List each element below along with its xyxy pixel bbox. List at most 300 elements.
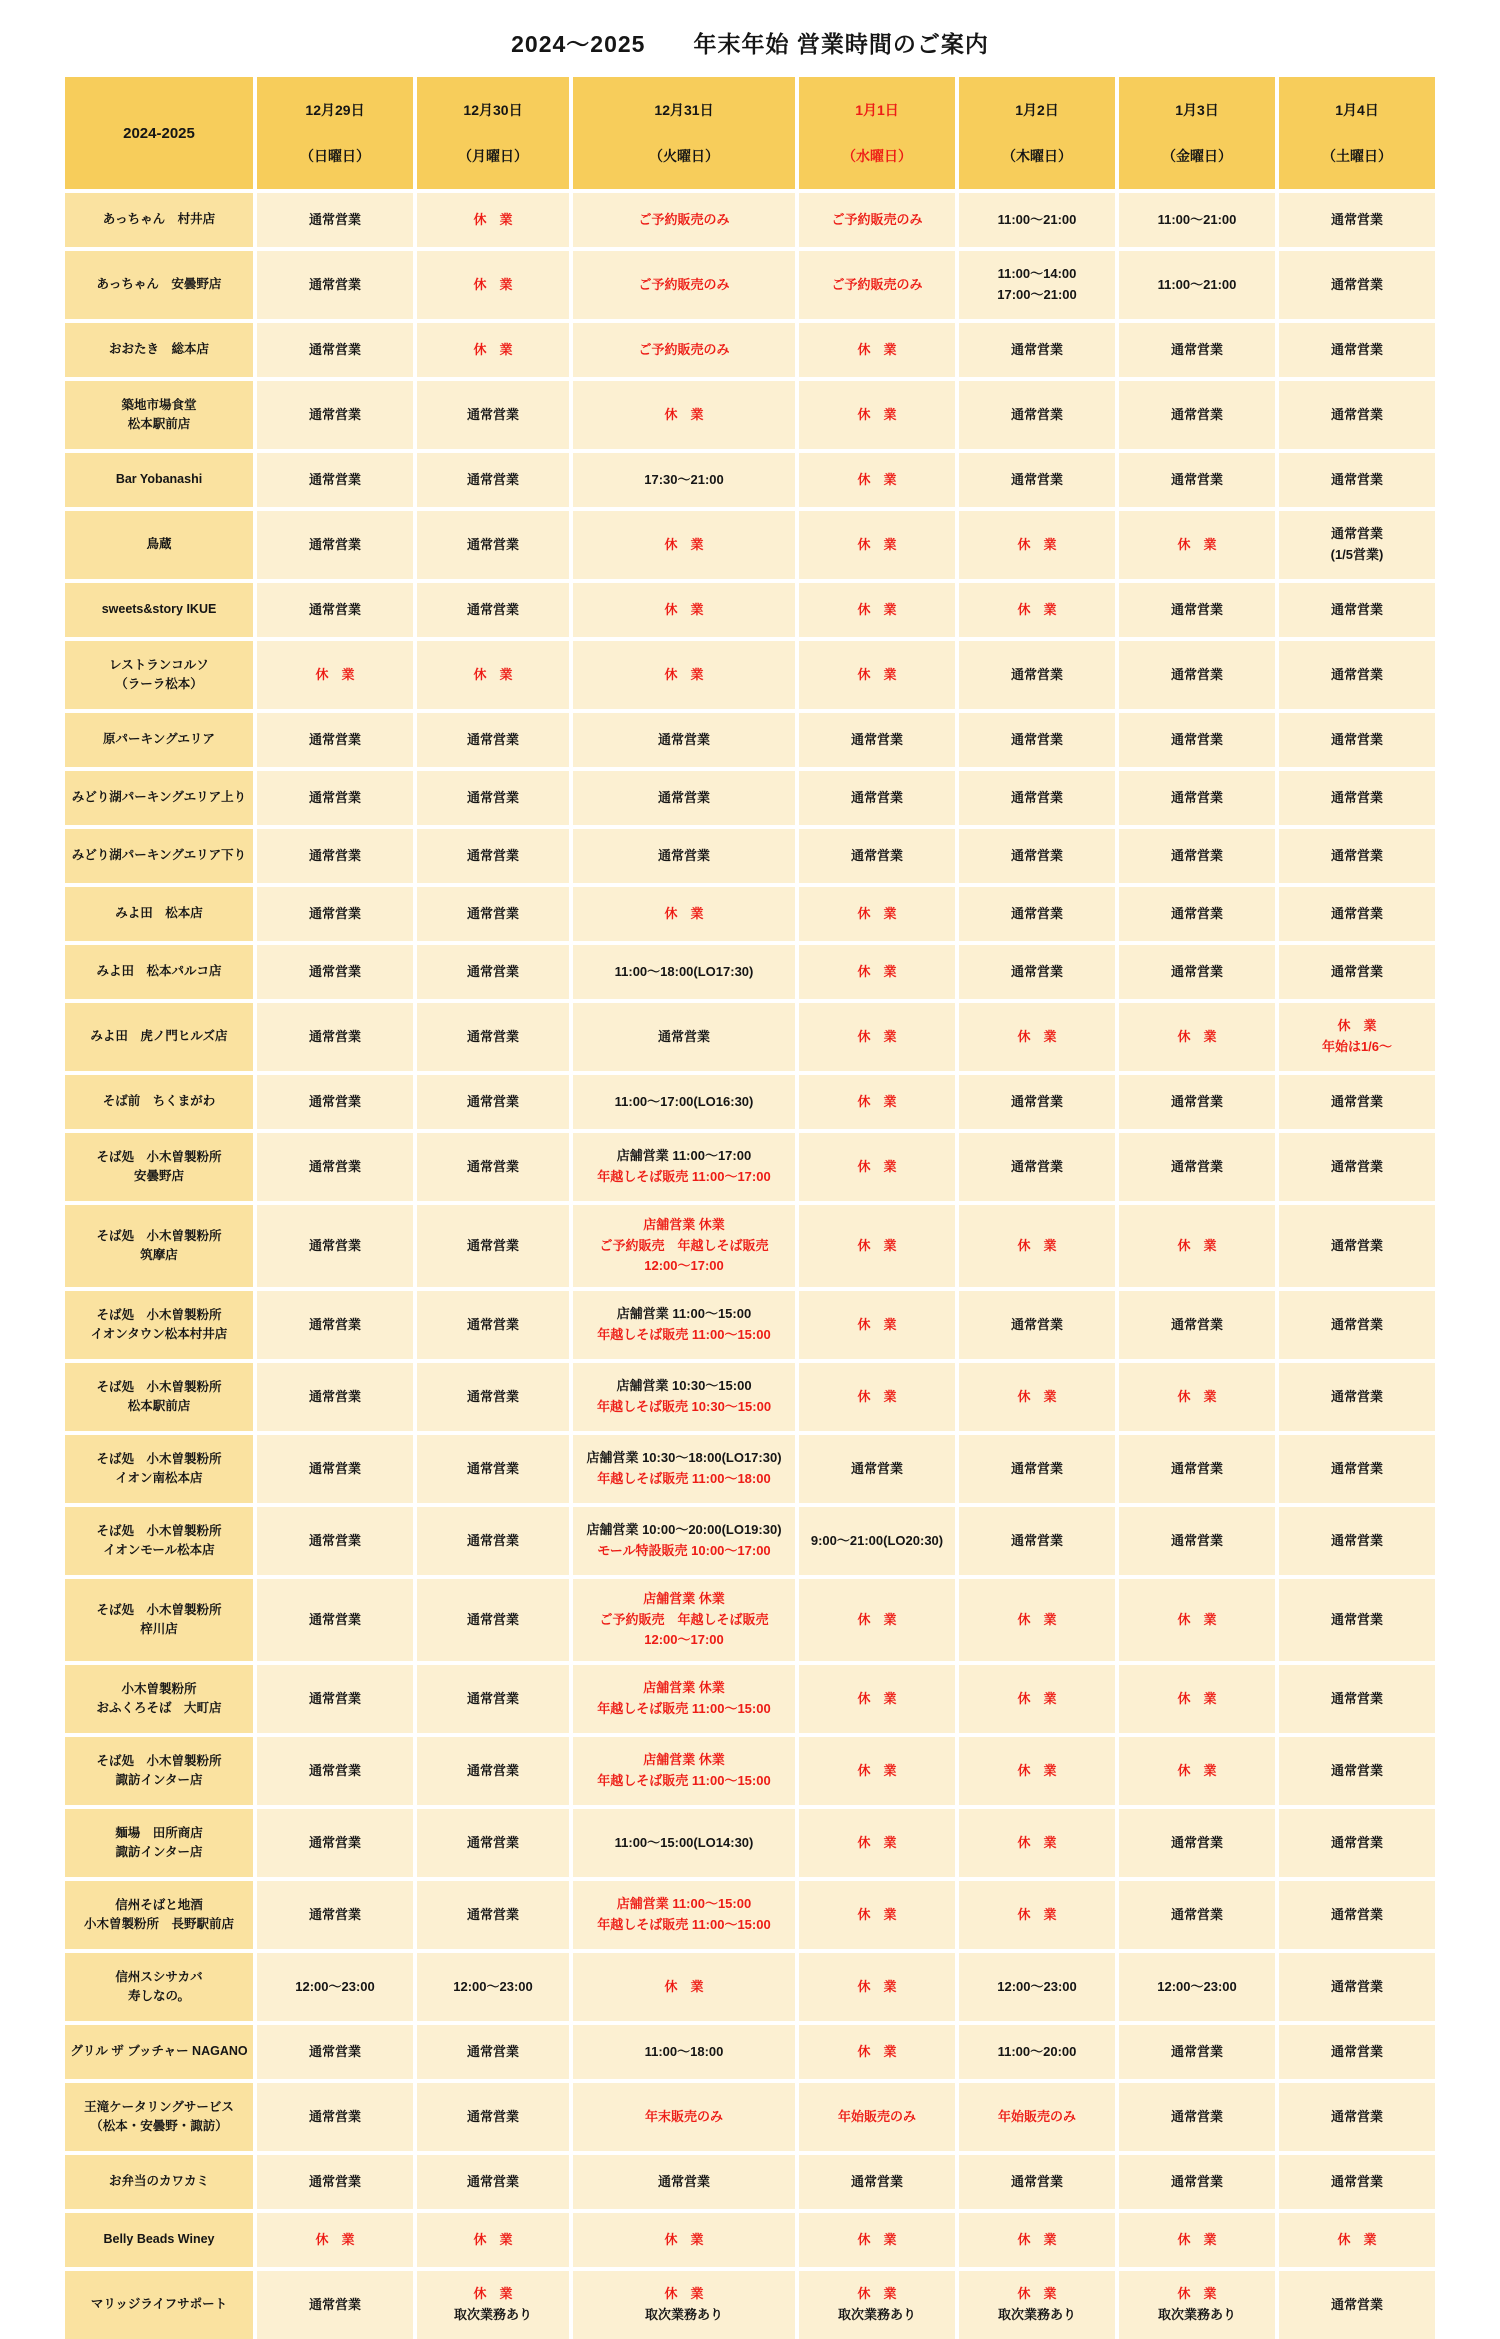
schedule-line: 休 業 [857,2286,897,2302]
schedule-cell [1279,251,1435,319]
store-name-line: そば前 ちくまがわ [102,1094,216,1109]
schedule-cell [1279,641,1435,709]
date-label: 1月4日 [1335,102,1379,118]
store-name-line: 信州スシサカバ [115,1969,203,1984]
store-name-line: 王滝ケータリングサービス [84,2099,234,2114]
schedule-line: 通常営業 [1330,963,1383,979]
date-label: 1月1日 [855,102,899,118]
schedule-cell [959,583,1115,637]
schedule-line: 休 業 [1177,1237,1217,1253]
store-name-line: 小木曽製粉所 長野駅前店 [83,1917,234,1931]
store-name-cell [65,1809,253,1877]
schedule-cell [573,945,795,999]
schedule-cell [417,2271,569,2339]
schedule-line: 通常営業 [1010,406,1063,422]
schedule-cell [959,1737,1115,1805]
schedule-line: 通常営業 [308,1460,361,1476]
schedule-line: 通常営業 [1330,406,1383,422]
schedule-cell [959,1507,1115,1575]
schedule-cell [257,1003,413,1071]
store-name-line: sweets&story IKUE [101,602,217,617]
schedule-line: 休 業 [315,666,355,682]
store-name-line: 松本駅前店 [127,1399,191,1413]
schedule-line: 通常営業 [1170,2108,1223,2124]
schedule-cell [417,1579,569,1661]
schedule-line: 通常営業 [466,1690,519,1706]
schedule-cell [799,829,955,883]
schedule-line: 通常営業 [1330,211,1383,227]
store-name-line: （松本・安曇野・諏訪） [90,2119,228,2133]
schedule-cell [799,2271,955,2339]
schedule-cell [573,2025,795,2079]
schedule-cell [257,713,413,767]
schedule-line: 休 業 [857,341,897,357]
schedule-cell [573,1953,795,2021]
schedule-cell [1279,583,1435,637]
schedule-cell [799,641,955,709]
schedule-line: 通常営業 [1330,731,1383,747]
schedule-line: 通常営業 [1330,1690,1383,1706]
store-name-line: 安曇野店 [133,1169,184,1183]
schedule-line: 通常営業 [850,847,903,863]
schedule-line: 通常営業 [466,1834,519,1850]
schedule-cell [959,1579,1115,1661]
store-name-cell [65,323,253,377]
schedule-cell [257,945,413,999]
schedule-cell [959,2155,1115,2209]
schedule-line: 通常営業 [308,2108,361,2124]
schedule-line: 通常営業 [1170,731,1223,747]
schedule-cell [1119,1075,1275,1129]
schedule-cell [959,2083,1115,2151]
schedule-line: 通常営業 [1330,847,1383,863]
schedule-line: 休 業 [1177,1388,1217,1404]
schedule-line: 通常営業 [1170,847,1223,863]
schedule-line: 通常営業 [1330,2108,1383,2124]
schedule-line: 通常営業 [308,1690,361,1706]
schedule-line: 通常営業 [466,905,519,921]
store-name-cell [65,2271,253,2339]
schedule-cell [573,2083,795,2151]
schedule-line: 11:00～21:00 [997,211,1077,227]
schedule-cell [799,193,955,247]
schedule-line: 通常営業 [1330,471,1383,487]
schedule-cell [1279,1435,1435,1503]
schedule-line: 通常営業 [308,1906,361,1922]
store-name-line: Bar Yobanashi [115,472,203,487]
store-name-line: そば処 小木曽製粉所 [96,1379,222,1394]
schedule-cell [1279,771,1435,825]
schedule-cell [257,641,413,709]
schedule-line: 通常営業 [308,276,361,292]
schedule-line: 通常営業 [308,1762,361,1778]
schedule-cell [959,1881,1115,1949]
schedule-cell [573,2213,795,2267]
store-name-cell [65,1579,253,1661]
schedule-line: 通常営業 [466,1611,519,1627]
schedule-line: 通常営業 [308,847,361,863]
schedule-cell [959,1435,1115,1503]
schedule-line: 通常営業 [1330,1316,1383,1332]
schedule-cell [573,1363,795,1431]
weekday-label: （月曜日） [458,148,528,164]
schedule-line: 休 業 [664,601,704,617]
schedule-cell [1119,453,1275,507]
schedule-cell [573,1291,795,1359]
schedule-line: 通常営業 [1330,2173,1383,2189]
store-name-line: イオンモール松本店 [103,1543,215,1557]
schedule-line: 通常営業 [308,905,361,921]
schedule-cell [417,945,569,999]
schedule-cell [799,2025,955,2079]
schedule-line: ご予約販売 年越しそば販売 [599,1611,769,1627]
store-name-line: 信州そばと地酒 [115,1897,203,1912]
schedule-line: 店舗営業 休業 [643,1590,725,1606]
weekday-label: （火曜日） [649,148,719,164]
schedule-line: 通常営業 [308,1316,361,1332]
schedule-cell [1279,1809,1435,1877]
store-name-line: あっちゃん 安曇野店 [96,277,222,292]
schedule-line: 休 業 [1177,1028,1217,1044]
schedule-cell [257,1291,413,1359]
schedule-line: 通常営業 [308,2173,361,2189]
schedule-cell [959,1133,1115,1201]
schedule-cell [1119,1665,1275,1733]
schedule-cell [1279,1133,1435,1201]
schedule-cell [257,453,413,507]
schedule-line: 休 業 [1177,1611,1217,1627]
schedule-cell [1119,1809,1275,1877]
schedule-cell [1119,2083,1275,2151]
schedule-cell [959,511,1115,579]
schedule-cell [799,1579,955,1661]
schedule-line: 通常営業 [466,1028,519,1044]
schedule-line: 年越しそば販売 11:00～15:00 [597,1917,771,1932]
schedule-cell [417,453,569,507]
schedule-cell [959,945,1115,999]
schedule-cell [1279,2025,1435,2079]
store-name-cell [65,829,253,883]
schedule-line: 店舗営業 10:30～15:00 [616,1378,752,1394]
schedule-cell [1279,1003,1435,1071]
schedule-line: 通常営業 [657,731,710,747]
schedule-line: 年越しそば販売 11:00～17:00 [597,1169,771,1184]
schedule-cell [257,1075,413,1129]
schedule-line: 休 業 [857,1158,897,1174]
schedule-cell [799,1205,955,1287]
schedule-cell [257,1881,413,1949]
date-label: 12月30日 [463,102,523,118]
store-name-line: グリル ザ ブッチャー NAGANO [70,2044,248,2059]
schedule-cell [573,829,795,883]
schedule-line: 年始は1/6～ [1321,1039,1393,1054]
schedule-cell [799,713,955,767]
schedule-line: 年末販売のみ [644,2108,723,2124]
schedule-cell [417,2083,569,2151]
store-name-cell [65,1665,253,1733]
schedule-line: 通常営業 [308,1388,361,1404]
schedule-cell [1279,1579,1435,1661]
schedule-line: 休 業 [664,905,704,921]
schedule-cell [1279,2083,1435,2151]
store-name-cell [65,1737,253,1805]
schedule-cell [573,713,795,767]
schedule-cell [1119,511,1275,579]
schedule-cell [257,829,413,883]
schedule-line: 通常営業 [466,1532,519,1548]
schedule-cell [799,1075,955,1129]
schedule-line: 休 業 [473,211,513,227]
schedule-line: 通常営業 [308,536,361,552]
schedule-cell [573,323,795,377]
schedule-cell [257,2271,413,2339]
schedule-cell [417,771,569,825]
schedule-line: 通常営業 [308,1834,361,1850]
schedule-cell [799,323,955,377]
store-name-line: お弁当のカワカミ [108,2174,209,2189]
schedule-cell [959,1809,1115,1877]
schedule-cell [573,1507,795,1575]
store-name-cell [65,1435,253,1503]
schedule-cell [1279,1075,1435,1129]
schedule-line: 通常営業 [1170,789,1223,805]
schedule-cell [959,713,1115,767]
schedule-cell [1119,1003,1275,1071]
schedule-line: 通常営業 [1170,963,1223,979]
schedule-line: 11:00～14:00 [997,266,1077,282]
schedule-line: 通常営業 [308,1093,361,1109]
schedule-line: 通常営業 [1330,1611,1383,1627]
store-name-cell [65,641,253,709]
schedule-line: 通常営業 [1170,1906,1223,1922]
store-name-line: みよ田 松本パルコ店 [96,964,222,979]
schedule-line: 通常営業 [1330,1762,1383,1778]
schedule-cell [257,1507,413,1575]
schedule-cell [799,1737,955,1805]
schedule-cell [799,1435,955,1503]
schedule-cell [257,2083,413,2151]
schedule-line: 通常営業 [308,341,361,357]
schedule-line: ご予約販売のみ [831,211,923,227]
schedule-cell [417,323,569,377]
schedule-cell [417,1953,569,2021]
schedule-cell [573,251,795,319]
schedule-line: ご予約販売 年越しそば販売 [599,1237,769,1253]
schedule-line: 通常営業 [308,471,361,487]
schedule-line: 通常営業 [850,2173,903,2189]
date-label: 1月3日 [1175,102,1219,118]
store-name-line: おおたき 総本店 [108,342,209,357]
schedule-line: 通常営業 [466,1906,519,1922]
schedule-cell [417,713,569,767]
schedule-line: 店舗営業 休業 [643,1680,725,1696]
store-name-line: 小木曽製粉所 [121,1681,197,1696]
store-name-line: そば処 小木曽製粉所 [96,1451,222,1466]
schedule-cell [257,2213,413,2267]
schedule-line: 店舗営業 11:00～15:00 [616,1896,752,1912]
store-name-cell [65,1953,253,2021]
schedule-line: 通常営業 [466,1093,519,1109]
schedule-line: 休 業 [857,1611,897,1627]
schedule-cell [1119,1435,1275,1503]
weekday-label: （金曜日） [1162,148,1232,164]
schedule-line: 通常営業 [1330,276,1383,292]
schedule-line: 通常営業 [1170,341,1223,357]
schedule-line: 休 業 [1017,1906,1057,1922]
schedule-line: 休 業 [1017,2231,1057,2247]
schedule-line: 通常営業 [308,731,361,747]
schedule-cell [1119,1953,1275,2021]
schedule-line: 通常営業 [466,601,519,617]
schedule-line: 年越しそば販売 11:00～15:00 [597,1773,771,1788]
schedule-cell [959,251,1115,319]
schedule-line: 通常営業 [1330,1978,1383,1994]
schedule-line: 休 業 [473,2286,513,2302]
schedule-line: 休 業 [857,666,897,682]
schedule-cell [1279,1205,1435,1287]
store-name-line: イオンタウン松本村井店 [90,1327,228,1341]
schedule-line: 9:00～21:00(LO20:30) [810,1532,944,1548]
schedule-line: 休 業 [1017,2286,1057,2302]
schedule-line: 通常営業 [1170,1093,1223,1109]
schedule-cell [1279,511,1435,579]
schedule-line: 通常営業 [466,1237,519,1253]
schedule-line: 取次業務あり [837,2307,916,2322]
schedule-line: 休 業 [857,1690,897,1706]
schedule-line: 通常営業 [1170,666,1223,682]
schedule-cell [573,1435,795,1503]
schedule-cell [959,2025,1115,2079]
schedule-line: 通常営業 [308,211,361,227]
weekday-label: （水曜日） [842,148,912,164]
schedule-line: 年越しそば販売 11:00～18:00 [597,1471,771,1486]
schedule-cell [959,2271,1115,2339]
store-name-cell [65,945,253,999]
store-name-line: そば処 小木曽製粉所 [96,1753,222,1768]
schedule-cell [573,1133,795,1201]
schedule-cell [959,1205,1115,1287]
schedule-line: 通常営業 [308,1158,361,1174]
schedule-cell [417,511,569,579]
date-label: 12月31日 [654,102,714,118]
date-label: 1月2日 [1015,102,1059,118]
column-header [799,77,955,189]
date-label: 12月29日 [305,102,365,118]
schedule-line: 休 業 [473,2231,513,2247]
schedule-cell [573,1665,795,1733]
schedule-cell [959,1665,1115,1733]
store-name-line: そば処 小木曽製粉所 [96,1307,222,1322]
store-name-cell [65,1881,253,1949]
store-name-line: 諏訪インター店 [115,1845,203,1859]
schedule-line: 通常営業 [466,2043,519,2059]
schedule-line: 休 業 [857,536,897,552]
schedule-cell [1279,1881,1435,1949]
schedule-cell [959,381,1115,449]
schedule-line: 12:00～23:00 [453,1978,533,1994]
schedule-line: 通常営業 [1330,341,1383,357]
schedule-cell [573,2271,795,2339]
schedule-line: 11:00～21:00 [1157,276,1237,292]
store-name-line: 松本駅前店 [127,417,191,431]
schedule-line: ご予約販売のみ [638,276,730,292]
schedule-cell [573,381,795,449]
schedule-cell [1119,583,1275,637]
schedule-line: 休 業 [1017,1762,1057,1778]
schedule-cell [1279,1363,1435,1431]
weekday-label: （土曜日） [1322,148,1392,164]
schedule-cell [257,251,413,319]
schedule-cell [417,829,569,883]
schedule-cell [573,1881,795,1949]
weekday-label: （木曜日） [1002,148,1072,164]
schedule-cell [959,2213,1115,2267]
schedule-cell [1279,2213,1435,2267]
column-header [1279,77,1435,189]
schedule-line: 通常営業 [466,1388,519,1404]
schedule-cell [799,2155,955,2209]
schedule-line: 通常営業 [1010,1316,1063,1332]
schedule-cell [959,771,1115,825]
schedule-line: モール特設販売 10:00～17:00 [597,1543,771,1558]
schedule-cell [573,583,795,637]
schedule-cell [257,511,413,579]
schedule-cell [257,1205,413,1287]
store-name-line: マリッジライフサポート [90,2297,228,2312]
schedule-line: 通常営業 [466,1316,519,1332]
schedule-cell [799,511,955,579]
schedule-cell [257,771,413,825]
schedule-line: 休 業 [1017,1690,1057,1706]
schedule-cell [799,1881,955,1949]
store-name-cell [65,1003,253,1071]
schedule-line: 通常営業 [1010,666,1063,682]
schedule-line: 通常営業 [308,1532,361,1548]
schedule-cell [573,2155,795,2209]
schedule-line: 休 業 [857,1978,897,1994]
schedule-line: 通常営業 [1330,1460,1383,1476]
schedule-line: 12:00～23:00 [1157,1978,1237,1994]
schedule-line: 休 業 [473,276,513,292]
schedule-cell [799,1133,955,1201]
schedule-line: 休 業 [857,1093,897,1109]
schedule-line: 17:30～21:00 [644,471,724,487]
schedule-line: 店舗営業 10:30～18:00(LO17:30) [586,1450,782,1466]
schedule-cell [1279,1953,1435,2021]
schedule-cell [257,1953,413,2021]
schedule-line: 通常営業 [1010,2173,1063,2189]
schedule-cell [573,511,795,579]
schedule-line: 休 業 [857,1388,897,1404]
schedule-line: 休 業 [857,406,897,422]
schedule-line: 通常営業 [1330,601,1383,617]
schedule-cell [1279,1291,1435,1359]
store-name-cell [65,2213,253,2267]
schedule-cell [959,323,1115,377]
schedule-cell [799,381,955,449]
schedule-cell [959,1003,1115,1071]
schedule-cell [799,453,955,507]
schedule-line: 通常営業 [1010,471,1063,487]
schedule-cell [1279,2155,1435,2209]
schedule-cell [1119,1579,1275,1661]
schedule-cell [1119,1737,1275,1805]
schedule-cell [417,1133,569,1201]
schedule-line: 通常営業 [1170,905,1223,921]
schedule-cell [1279,323,1435,377]
page-title: 2024～2025 年末年始 営業時間のご案内 [511,31,989,57]
store-name-cell [65,381,253,449]
